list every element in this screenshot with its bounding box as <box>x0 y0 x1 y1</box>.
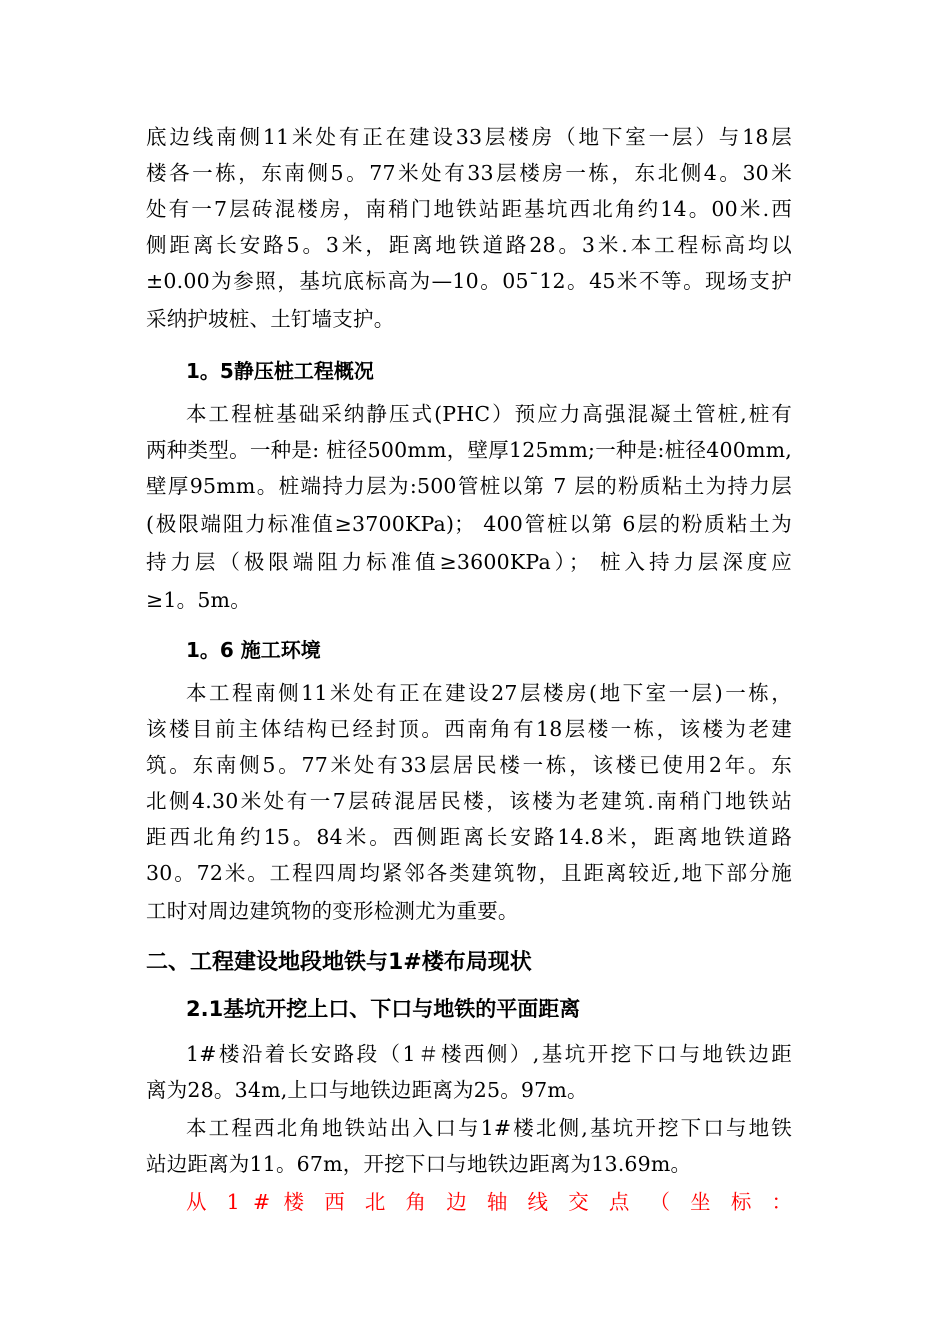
paragraph-line: 工时对周边建筑物的变形检测尤为重要。 <box>146 899 519 923</box>
paragraph-line: 北侧4.30米处有一7层砖混居民楼，该楼为老建筑.南稍门地铁站 <box>146 789 792 813</box>
paragraph-line: 采纳护坡桩、土钉墙支护。 <box>146 307 395 331</box>
paragraph-line: ±0.00为参照，基坑底标高为—10。05¯12。45米不等。现场支护 <box>146 269 792 293</box>
paragraph-line: (极限端阻力标准值≥3700KPa)； 400管桩以第 6层的粉质粘土为 <box>146 512 792 536</box>
paragraph-line: 两种类型。一种是: 桩径500mm，壁厚125mm;一种是:桩径400mm, <box>146 438 792 462</box>
paragraph-line: 筑。东南侧5。77米处有33层居民楼一栋，该楼已使用2年。东 <box>146 753 792 777</box>
highlighted-line: 从 1 # 楼 西 北 角 边 轴 线 交 点 （ 坐 标 ： <box>186 1190 792 1214</box>
paragraph-line: 本工程西北角地铁站出入口与1#楼北侧,基坑开挖下口与地铁 <box>186 1116 792 1140</box>
paragraph-line: 本工程桩基础采纳静压式(PHC）预应力高强混凝土管桩,桩有 <box>186 402 792 426</box>
paragraph-line: 该楼目前主体结构已经封顶。西南角有18层楼一栋，该楼为老建 <box>146 717 792 741</box>
paragraph-line: 持力层（极限端阻力标准值≥3600KPa）； 桩入持力层深度应 <box>146 550 792 574</box>
paragraph-line: ≥1。5m。 <box>146 588 251 612</box>
section-heading-1-6: 1。6 施工环境 <box>186 638 321 662</box>
paragraph-line: 侧距离长安路5。3米，距离地铁道路28。3米.本工程标高均以 <box>146 233 792 257</box>
paragraph-line: 1#楼沿着长安路段（1＃楼西侧）,基坑开挖下口与地铁边距 <box>186 1042 792 1066</box>
section-heading-2-1: 2.1基坑开挖上口、下口与地铁的平面距离 <box>186 997 581 1021</box>
paragraph-line: 处有一7层砖混楼房，南稍门地铁站距基坑西北角约14。00米.西 <box>146 197 792 221</box>
paragraph-line: 站边距离为11。67m，开挖下口与地铁边距离为13.69m。 <box>146 1152 692 1176</box>
paragraph-line: 本工程南侧11米处有正在建设27层楼房(地下室一层)一栋， <box>186 681 792 705</box>
paragraph-line: 距西北角约15。84米。西侧距离长安路14.8米，距离地铁道路 <box>146 825 792 849</box>
paragraph-line: 楼各一栋，东南侧5。77米处有33层楼房一栋，东北侧4。30米 <box>146 161 792 185</box>
chapter-heading-2: 二、工程建设地段地铁与1#楼布局现状 <box>146 950 532 975</box>
section-heading-1-5: 1。5静压桩工程概况 <box>186 359 374 383</box>
paragraph-line: 底边线南侧11米处有正在建设33层楼房（地下室一层）与18层 <box>146 125 792 149</box>
paragraph-line: 30。72米。工程四周均紧邻各类建筑物，且距离较近,地下部分施 <box>146 861 792 885</box>
paragraph-line: 离为28。34m,上口与地铁边距离为25。97m。 <box>146 1078 588 1102</box>
paragraph-line: 壁厚95mm。桩端持力层为:500管桩以第 7 层的粉质粘土为持力层 <box>146 474 792 498</box>
